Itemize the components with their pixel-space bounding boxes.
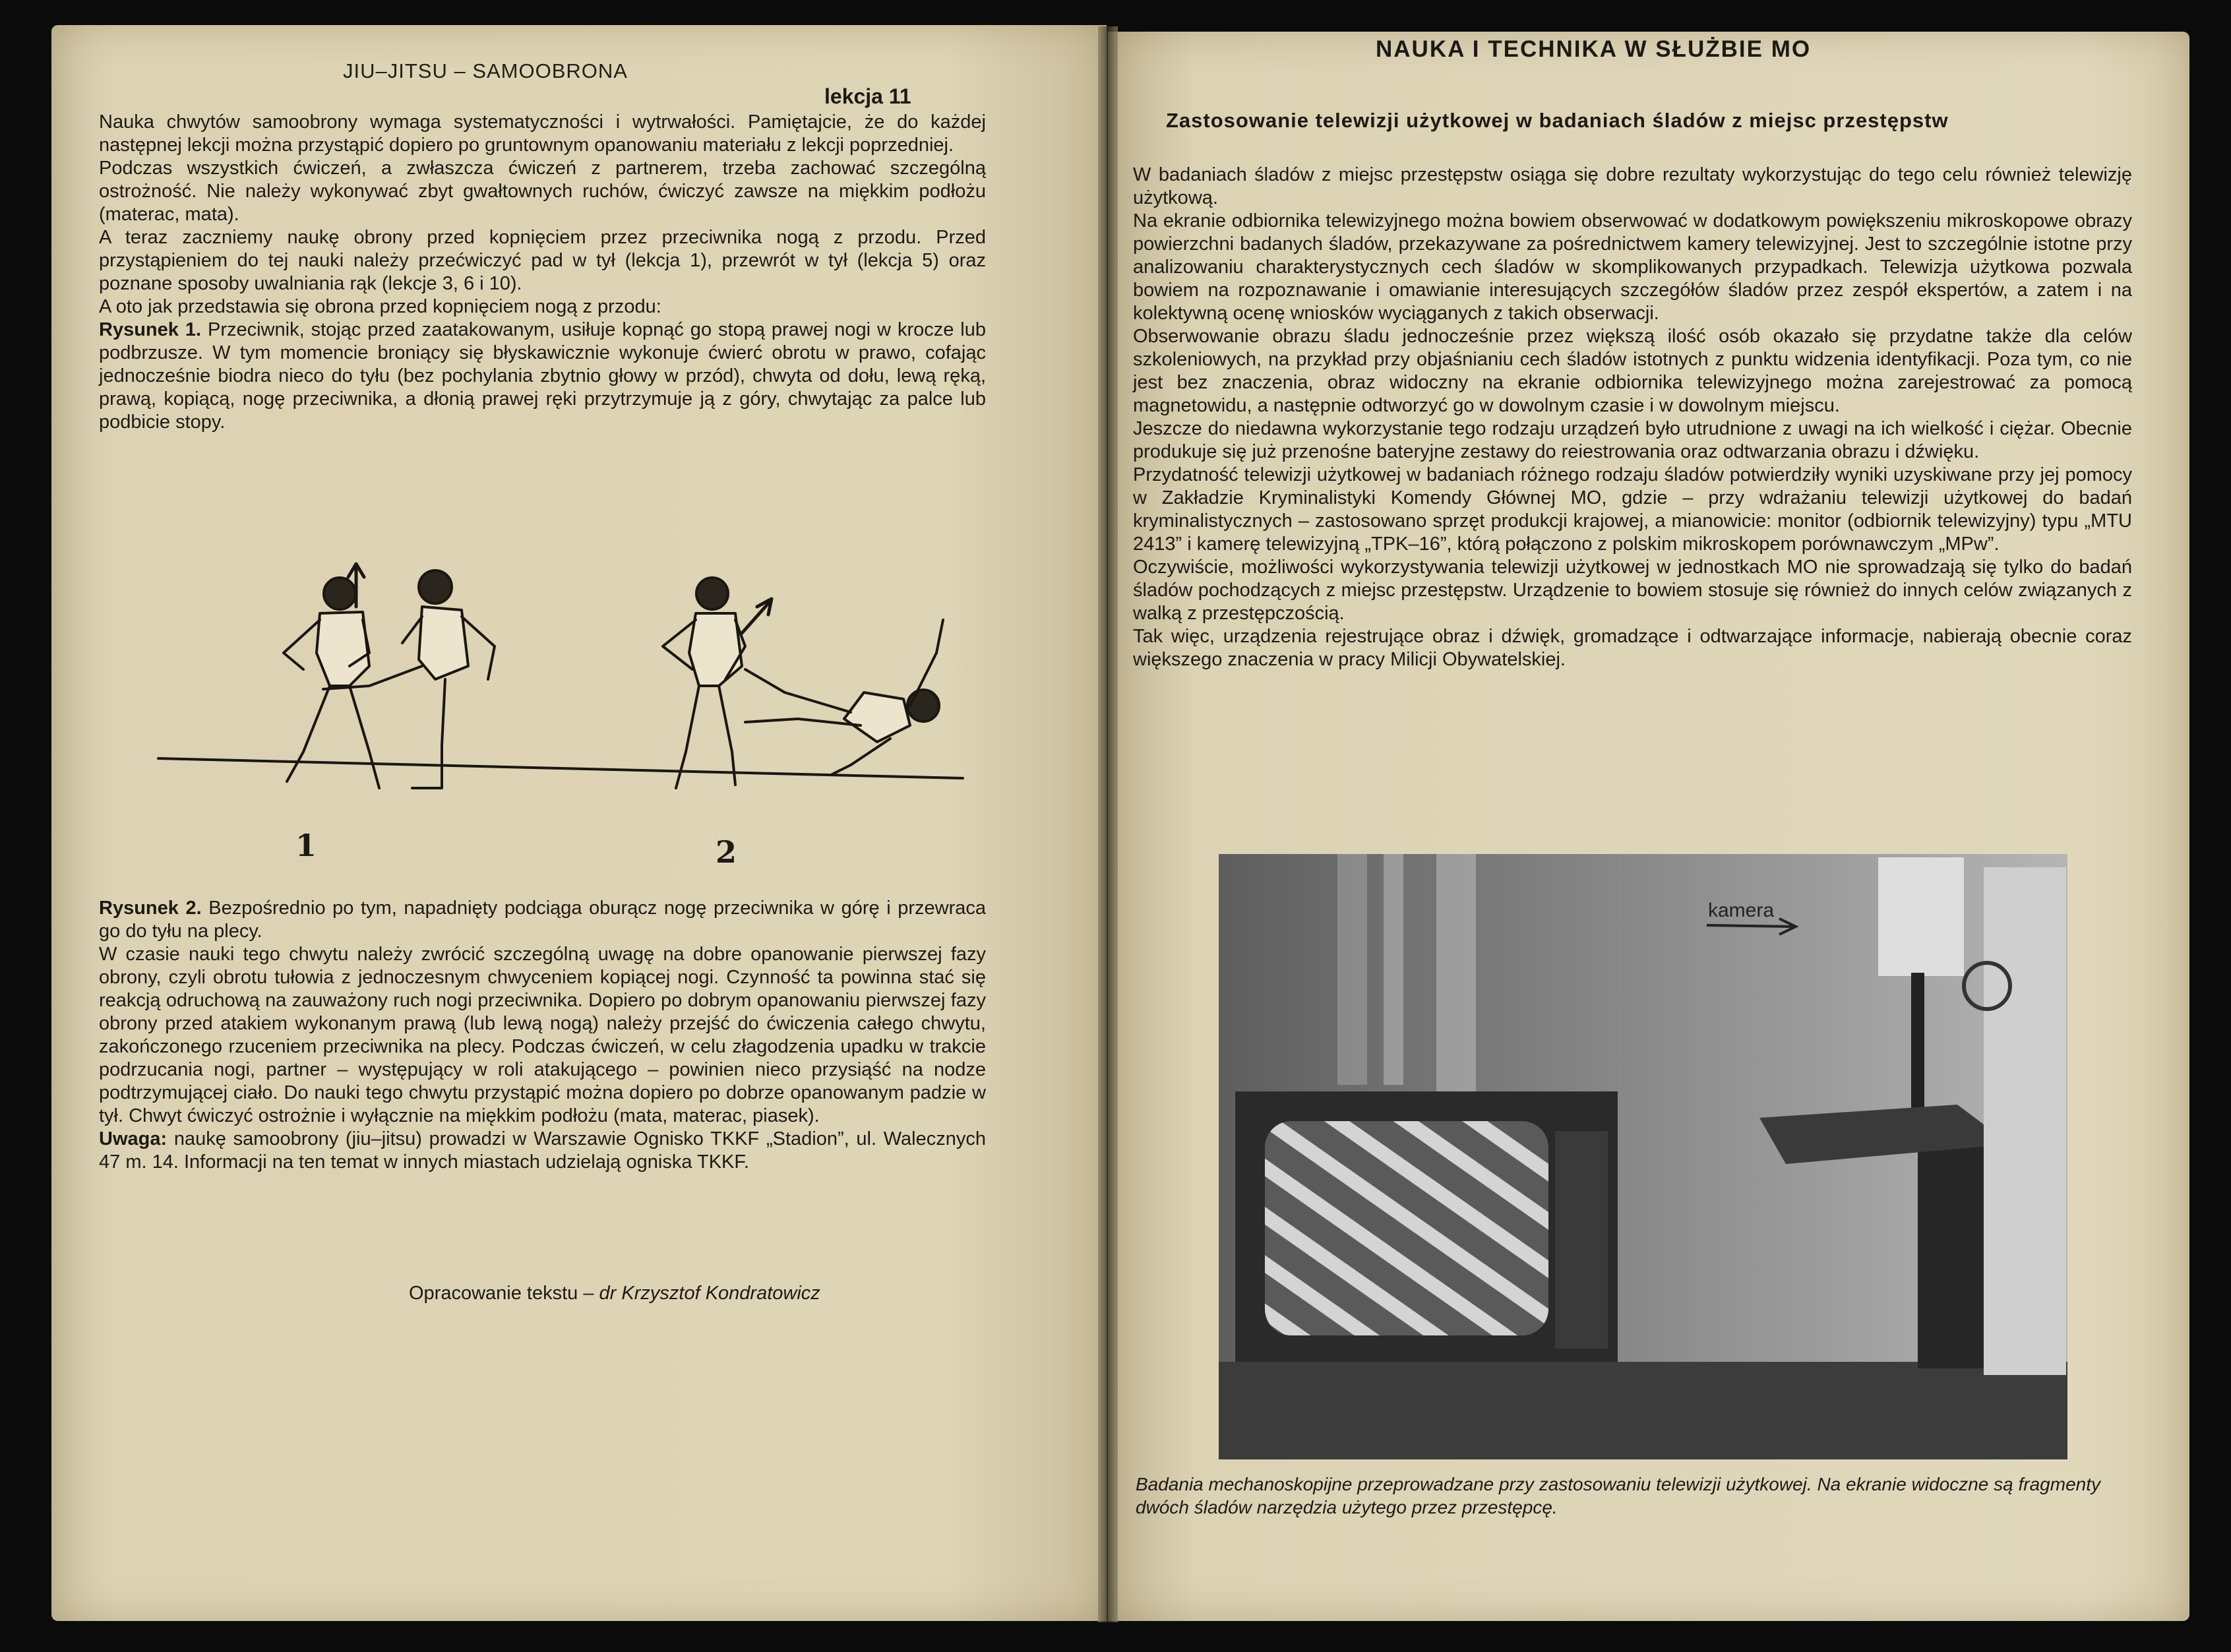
camera-label: kamera xyxy=(1708,900,1775,921)
credit-author: dr Krzysztof Kondratowicz xyxy=(599,1283,820,1304)
credit-prefix: Opracowanie tekstu – xyxy=(409,1283,594,1304)
paragraph: W czasie nauki tego chwytu należy zwrócić szczególną uwagę na dobre opanowanie pierwszej fazy obrony, czyli obrotu tułowia z jednoczesnym chwyceniem kopiącej nogi. Czynność ta powinna stać się reakcją odruchową na zauważony ruch nogi przeciwnika. Dopiero po dobrym opanowaniu pierwszej fazy obrony przed atakiem wykonanym prawą (lub lewą nogą) należy przejść do ćwiczenia całego chwytu, zakończonego rzuceniem przeciwnika na plecy. Podczas ćwiczeń, w celu złagodzenia upadku w trakcie podrzucania nogi, partner – występujący w roli atakującego – powinien nieco przysiąść na nodze podtrzymującej ciało. Do nauki tego chwytu przystąpić można dopiero po dobrze opanowanym padzie w tył. Chwyt ćwiczyć ostrożnie i wyłącznie na miękkim podłożu (mata, materac, piasek). xyxy=(99,944,986,1126)
note xyxy=(99,1128,986,1174)
left-body-text xyxy=(99,111,986,434)
right-body-text xyxy=(1133,164,2132,671)
figure-1-label: Rysunek 1. xyxy=(99,319,202,340)
paragraph: W badaniach śladów z miejsc przestępstw osiąga się dobre rezultaty wykorzystując do tego celu również telewizję użytkową. xyxy=(1133,164,2132,208)
figure-1-text: Przeciwnik, stojąc przed zaatakowanym, usiłuje kopnąć go stopą prawej nogi w krocze lub podbrzusze. W tym momencie broniący się błyskawicznie wykonuje ćwierć obrotu w prawo, cofając jednocześnie biodra nieco do tyłu (bez pochylania zbytnio głowy w przód), chwyta od dołu, lewą ręką, prawą, kopiącą, nogę przeciwnika, a dłonią prawej ręki przytrzymuje ją z góry, chwytając za palce lub podbicie stopy. xyxy=(99,319,986,433)
paragraph: Na ekranie odbiornika telewizyjnego można bowiem obserwować w dodatkowym powiększeniu mikroskopowe obrazy powierzchni badanych śladów, przekazywane za pośrednictwem kamery telewizyjnej. Jest to szczególnie istotne przy analizowaniu charakterystycznych cech śladów w skomplikowanych przypadkach. Telewizja użytkowa pozwala bowiem na rozpoznawanie i omawianie interesujących szczegółów śladów przez zespół ekspertów, a zatem i na kolektywną ocenę wniosków wyciąganych z takich obserwacji. xyxy=(1133,210,2132,324)
lab-photo-drawing xyxy=(1219,854,2067,1459)
paragraph: Nauka chwytów samoobrony wymaga systematyczności i wytrwałości. Pamiętajcie, że do każdej następnej lekcji można przystąpić dopiero po gruntownym opanowaniu materiału z lekcji poprzedniej. xyxy=(99,111,986,156)
paragraph: Obserwowanie obrazu śladu jednocześnie przez większą ilość osób okazało się przydatne także dla celów szkoleniowych, na przykład przy objaśnianiu cech śladów istotnych z punktu widzenia identyfikacji. Poza tym, co nie jest bez znaczenia, obraz widoczny na ekranie odbiornika telewizyjnego można zarejestrować za pomocą magnetowidu, a następnie odtworzyć go w dowolnym czasie i w dowolnym miejscu. xyxy=(1133,326,2132,416)
right-page-header: NAUKA I TECHNIKA W SŁUŻBIE MO xyxy=(1376,36,1812,62)
figure-2-label: Rysunek 2. xyxy=(99,898,202,919)
photo-caption: Badania mechanoskopijne przeprowadzane przy zastosowaniu telewizji użytkowej. Na ekranie widoczne są fragmenty dwóch śladów narzędzia użytego przez przestępcę. xyxy=(1136,1474,2100,1517)
text-credit xyxy=(409,1283,820,1304)
left-page-header: JIU–JITSU – SAMOOBRONA xyxy=(343,59,628,82)
figure-number-1: 1 xyxy=(295,828,317,863)
jiu-jitsu-illustration xyxy=(152,554,976,864)
paragraph: Przydatność telewizji użytkowej w badaniach różnego rodzaju śladów potwierdziły wyniki uzyskiwane przy jej pomocy w Zakładzie Kryminalistyki Komendy Głównej MO, gdzie – przy wdrażaniu telewizji użytkowej do badań kryminalistycznych – zastosowano sprzęt produkcji krajowej, a mianowicie: monitor (odbiornik telewizyjny) typu „MTU 2413” i kamerę telewizyjną „TPK–16”, którą połączono z polskim mikroskopem porównawczym „MPw”. xyxy=(1133,464,2132,555)
lesson-number: lekcja 11 xyxy=(824,84,911,108)
note-label: Uwaga: xyxy=(99,1128,168,1149)
paragraph: Podczas wszystkich ćwiczeń, a zwłaszcza ćwiczeń z partnerem, trzeba zachować szczególną ostrożność. Nie należy wykonywać zbyt gwałtownych ruchów, ćwiczyć zawsze na miękkim podłożu (materac, mata). xyxy=(99,158,986,225)
figure-2-description xyxy=(99,897,986,943)
note-text: naukę samoobrony (jiu–jitsu) prowadzi w Warszawie Ognisko TKKF „Stadion”, ul. Walecznych 47 m. 14. Informacji na ten temat w innych miastach udzielają ogniska TKKF. xyxy=(99,1128,986,1173)
figure-2-text: Bezpośrednio po tym, napadnięty podciąga oburącz nogę przeciwnika w górę i przewraca go do tyłu na plecy. xyxy=(99,898,986,942)
left-body-text-2 xyxy=(99,897,986,1174)
paragraph: Jeszcze do niedawna wykorzystanie tego rodzaju urządzeń było utrudnione z uwagi na ich wielkość i ciężar. Obecnie produkuje się już przenośne bateryjne zestawy do reiestrowania oraz odtwarzania obrazu i dźwięku. xyxy=(1133,418,2132,462)
paragraph: A oto jak przedstawia się obrona przed kopnięciem nogą z przodu: xyxy=(99,296,661,317)
lab-photo xyxy=(1219,854,2067,1459)
paragraph: A teraz zaczniemy naukę obrony przed kopnięciem przez przeciwnika nogą z przodu. Przed przystąpieniem do tej nauki należy przećwiczyć pad w tył (lekcja 1), przewrót w tył (lekcja 5) oraz poznane sposoby uwalniania rąk (lekcje 3, 6 i 10). xyxy=(99,227,986,294)
figure-number-2: 2 xyxy=(716,834,737,870)
figure-1-description xyxy=(99,319,986,434)
paragraph: Tak więc, urządzenia rejestrujące obraz i dźwięk, gromadzące i odtwarzające informacje, nabierają obecnie coraz większego znaczenia w pracy Milicji Obywatelskiej. xyxy=(1133,626,2132,670)
paragraph: Oczywiście, możliwości wykorzystywania telewizji użytkowej w jednostkach MO nie sprowadzają się tylko do badań śladów pochodzących z miejsc przestępstw. Urządzenie to bowiem stosuje się również do innych celów związanych z walką z przestępczością. xyxy=(1133,557,2132,624)
book-gutter xyxy=(1098,26,1118,1622)
article-title: Zastosowanie telewizji użytkowej w badaniach śladów z miejsc przestępstw xyxy=(1166,109,1949,132)
